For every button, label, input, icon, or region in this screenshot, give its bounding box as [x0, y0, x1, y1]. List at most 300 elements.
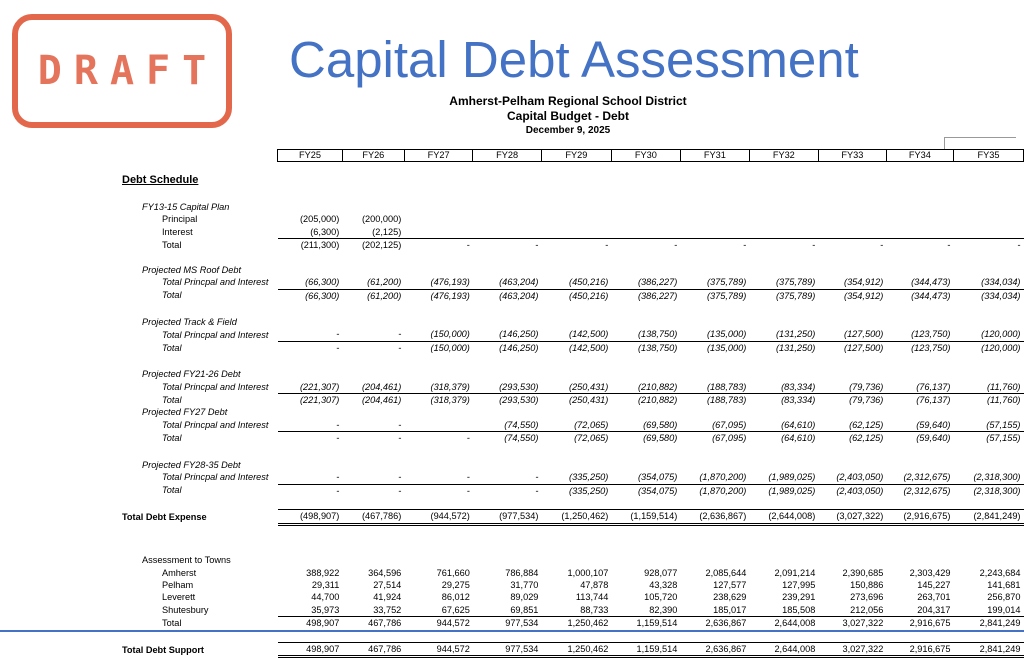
cell-value — [953, 201, 1023, 213]
cell-value: (142,500) — [541, 328, 611, 341]
cell-value — [541, 497, 611, 510]
cell-value: 498,907 — [306, 618, 340, 629]
cell-value — [404, 302, 473, 316]
cell-value — [278, 174, 343, 186]
cell-value — [611, 264, 680, 276]
cell-value: (2,916,675) — [886, 510, 953, 524]
cell-value — [749, 406, 818, 418]
cell-value: (135,000) — [706, 342, 747, 353]
cell-value — [342, 445, 404, 459]
cell-value — [886, 302, 953, 316]
cell-value: 2,644,008 — [749, 643, 818, 657]
table-row — [118, 162, 1024, 175]
cell-value — [818, 406, 886, 418]
cell-value: 185,017 — [680, 604, 749, 617]
cell-value — [473, 459, 542, 471]
cell-value — [342, 354, 404, 368]
cell-value: (463,204) — [473, 276, 542, 289]
cell-value — [342, 264, 404, 276]
cell-value — [886, 368, 953, 380]
cell-value: 185,508 — [749, 604, 818, 617]
report-date: December 9, 2025 — [525, 125, 611, 136]
cell-value — [953, 213, 1023, 225]
cell-value: (354,912) — [818, 276, 886, 289]
cell-value: 2,303,429 — [909, 567, 951, 578]
cell-value — [818, 187, 886, 201]
cell-value: 88,733 — [541, 604, 611, 617]
cell-value — [278, 187, 343, 201]
cell-value — [541, 174, 611, 186]
header-rule — [944, 137, 945, 149]
footer-rule — [0, 630, 1024, 632]
row-label: Projected FY28-35 Debt — [142, 459, 241, 470]
cell-value — [541, 201, 611, 213]
cell-value — [886, 226, 953, 239]
year-header: FY31 — [680, 150, 749, 162]
year-header: FY33 — [818, 150, 886, 162]
cell-value: (2,318,300) — [973, 485, 1021, 496]
cell-value — [473, 445, 542, 459]
cell-value: (204,461) — [342, 381, 404, 394]
cell-value: (318,379) — [404, 381, 473, 394]
cell-value — [404, 524, 473, 554]
cell-value: (67,095) — [712, 433, 747, 444]
cell-value: (76,137) — [886, 381, 953, 394]
cell-value: (1,989,025) — [749, 471, 818, 484]
cell-value — [886, 264, 953, 276]
cell-value — [473, 316, 542, 328]
row-label — [118, 445, 278, 459]
row-label: Leverett — [162, 592, 196, 603]
year-header-row — [118, 150, 1024, 162]
cell-value — [886, 497, 953, 510]
cell-value — [680, 302, 749, 316]
cell-value — [342, 459, 404, 471]
cell-value: 928,077 — [644, 567, 678, 578]
row-label: Total Princpal and Interest — [162, 420, 269, 431]
cell-value — [611, 445, 680, 459]
cell-value — [278, 406, 343, 418]
row-label — [118, 187, 278, 201]
cell-value: 2,390,685 — [842, 567, 884, 578]
cell-value — [404, 264, 473, 276]
cell-value — [278, 524, 343, 554]
group-heading — [118, 264, 1024, 276]
cell-value — [541, 302, 611, 316]
year-header: FY35 — [953, 150, 1023, 162]
cell-value — [749, 264, 818, 276]
row-label — [118, 524, 278, 554]
cell-value: 2,243,684 — [979, 567, 1021, 578]
cell-value — [886, 459, 953, 471]
cell-value: 35,973 — [278, 604, 343, 617]
cell-value: 127,577 — [713, 580, 747, 591]
cell-value: 1,159,514 — [611, 643, 680, 657]
row-label: Total — [162, 485, 182, 496]
cell-value: (62,125) — [849, 433, 884, 444]
cell-value — [473, 406, 542, 418]
cell-value — [404, 316, 473, 328]
cell-value: (59,640) — [886, 419, 953, 432]
cell-value — [473, 497, 542, 510]
table-row — [118, 445, 1024, 459]
cell-value: (1,870,200) — [699, 485, 747, 496]
cell-value — [611, 368, 680, 380]
cell-value: - — [336, 485, 340, 496]
cell-value: 1,000,107 — [567, 567, 609, 578]
cell-value — [404, 213, 473, 225]
cell-value — [611, 174, 680, 186]
cell-value — [818, 524, 886, 554]
cell-value — [886, 354, 953, 368]
table-row — [118, 213, 1024, 225]
cell-value: (138,750) — [638, 342, 678, 353]
cell-value: (72,065) — [574, 433, 609, 444]
cell-value — [541, 406, 611, 418]
cell-value — [680, 187, 749, 201]
year-header: FY32 — [749, 150, 818, 162]
cell-value: (335,250) — [541, 471, 611, 484]
cell-value — [342, 174, 404, 186]
cell-value: - — [278, 328, 343, 341]
cell-value — [749, 302, 818, 316]
cell-value: (221,307) — [278, 381, 343, 394]
cell-value: (210,882) — [611, 381, 680, 394]
cell-value — [749, 354, 818, 368]
cell-value — [749, 213, 818, 225]
cell-value: (2,644,008) — [749, 510, 818, 524]
cell-value: (83,334) — [749, 381, 818, 394]
cell-value — [611, 213, 680, 225]
cell-value — [541, 554, 611, 566]
cell-value — [541, 187, 611, 201]
cell-value: 238,629 — [713, 592, 747, 603]
cell-value: (2,841,249) — [953, 510, 1023, 524]
cell-value: 761,660 — [436, 567, 470, 578]
cell-value — [749, 316, 818, 328]
cell-value: (74,550) — [504, 433, 539, 444]
cell-value: (57,155) — [986, 433, 1021, 444]
cell-value — [278, 251, 343, 263]
cell-value — [342, 302, 404, 316]
row-label: Total — [162, 239, 182, 250]
cell-value — [278, 162, 343, 175]
cell-value: - — [605, 240, 609, 251]
cell-value: (977,534) — [473, 510, 542, 524]
cell-value — [953, 251, 1023, 263]
group-heading — [118, 459, 1024, 471]
cell-value: - — [398, 485, 402, 496]
cell-value — [611, 251, 680, 263]
cell-value — [342, 368, 404, 380]
cell-value: (131,250) — [749, 328, 818, 341]
cell-value — [886, 213, 953, 225]
town-row — [118, 604, 1024, 617]
cell-value: 2,091,214 — [774, 567, 816, 578]
cell-value — [953, 354, 1023, 368]
cell-value — [680, 524, 749, 554]
cell-value — [886, 554, 953, 566]
cell-value — [749, 524, 818, 554]
cell-value — [953, 459, 1023, 471]
cell-value — [473, 302, 542, 316]
cell-value: (66,300) — [305, 290, 340, 301]
cell-value: 43,328 — [649, 580, 678, 591]
cell-value — [541, 354, 611, 368]
row-label: Total — [162, 433, 182, 444]
row-label: Total — [162, 290, 182, 301]
cell-value — [818, 201, 886, 213]
cell-value: 2,841,249 — [979, 618, 1021, 629]
row-label: Projected FY21-26 Debt — [142, 369, 241, 380]
cell-value: 127,995 — [782, 580, 816, 591]
cell-value — [611, 459, 680, 471]
cell-value: (127,500) — [818, 328, 886, 341]
cell-value: (375,789) — [680, 276, 749, 289]
cell-value: 113,744 — [575, 592, 609, 603]
cell-value: (476,193) — [404, 276, 473, 289]
cell-value — [541, 316, 611, 328]
cell-value — [818, 459, 886, 471]
cell-value: (64,610) — [781, 433, 816, 444]
cell-value: (76,137) — [916, 395, 951, 406]
cell-value: 263,701 — [917, 592, 951, 603]
cell-value — [818, 226, 886, 239]
cell-value: (2,318,300) — [953, 471, 1023, 484]
year-header: FY30 — [611, 150, 680, 162]
cell-value: 2,085,644 — [705, 567, 747, 578]
cell-value: - — [342, 471, 404, 484]
cell-value — [611, 497, 680, 510]
cell-value: (250,431) — [541, 381, 611, 394]
cell-value: (210,882) — [638, 395, 678, 406]
town-row — [118, 567, 1024, 579]
cell-value: 1,250,462 — [567, 618, 609, 629]
year-header: FY28 — [473, 150, 542, 162]
cell-value: (1,989,025) — [768, 485, 816, 496]
cell-value: - — [278, 471, 343, 484]
cell-value: (74,550) — [473, 419, 542, 432]
cell-value: 944,572 — [436, 618, 470, 629]
cell-value: (204,461) — [361, 395, 402, 406]
cell-value — [541, 226, 611, 239]
cell-value: 2,644,008 — [774, 618, 816, 629]
cell-value — [680, 213, 749, 225]
cell-value: 41,924 — [373, 592, 402, 603]
cell-value — [953, 524, 1023, 554]
cell-value — [749, 554, 818, 566]
cell-value: (450,216) — [569, 290, 609, 301]
cell-value: (142,500) — [569, 342, 609, 353]
cell-value: 150,886 — [850, 580, 884, 591]
table-row — [118, 187, 1024, 201]
cell-value: (150,000) — [404, 328, 473, 341]
cell-value: (386,227) — [638, 290, 678, 301]
debt-table — [118, 149, 1024, 658]
cell-value — [611, 554, 680, 566]
cell-value — [404, 554, 473, 566]
cell-value: - — [880, 240, 884, 251]
cell-value: (344,473) — [911, 290, 951, 301]
cell-value — [680, 445, 749, 459]
total-support-row — [118, 643, 1024, 657]
cell-value — [404, 251, 473, 263]
table-row — [118, 432, 1024, 445]
cell-value: 69,851 — [473, 604, 542, 617]
cell-value: (476,193) — [430, 290, 470, 301]
cell-value — [473, 187, 542, 201]
cell-value: (146,250) — [499, 342, 539, 353]
cell-value: 2,916,675 — [909, 618, 951, 629]
cell-value: 204,317 — [886, 604, 953, 617]
cell-value: 977,534 — [505, 618, 539, 629]
cell-value: - — [1017, 240, 1021, 251]
cell-value: (1,159,514) — [611, 510, 680, 524]
cell-value — [473, 524, 542, 554]
cell-value — [953, 302, 1023, 316]
cell-value: (2,403,050) — [818, 471, 886, 484]
year-header: FY27 — [404, 150, 473, 162]
cell-value: (463,204) — [499, 290, 539, 301]
cell-value — [473, 201, 542, 213]
cell-value: 141,681 — [987, 580, 1021, 591]
cell-value — [886, 174, 953, 186]
cell-value — [473, 251, 542, 263]
cell-value — [749, 459, 818, 471]
group-heading — [118, 368, 1024, 380]
cell-value — [611, 524, 680, 554]
cell-value: 388,922 — [306, 567, 340, 578]
town-row — [118, 579, 1024, 591]
row-label — [118, 150, 278, 162]
cell-value — [342, 187, 404, 201]
cell-value — [886, 406, 953, 418]
cell-value — [611, 187, 680, 201]
cell-value — [818, 213, 886, 225]
cell-value — [473, 554, 542, 566]
cell-value: (64,610) — [749, 419, 818, 432]
cell-value: 239,291 — [782, 592, 816, 603]
cell-value: 786,884 — [505, 567, 539, 578]
cell-value — [749, 162, 818, 175]
row-label: Total Princpal and Interest — [162, 329, 269, 340]
cell-value: (62,125) — [818, 419, 886, 432]
cell-value: (386,227) — [611, 276, 680, 289]
cell-value — [342, 316, 404, 328]
cell-value: (2,125) — [342, 226, 404, 239]
cell-value: (375,789) — [749, 276, 818, 289]
report-subtitle: Capital Budget - Debt — [507, 109, 629, 123]
cell-value — [342, 406, 404, 418]
cell-value: - — [398, 342, 402, 353]
group-heading — [118, 201, 1024, 213]
cell-value: 29,275 — [441, 580, 470, 591]
table-row — [118, 524, 1024, 554]
cell-value: (69,580) — [643, 433, 678, 444]
row-label: Amherst — [162, 567, 197, 578]
cell-value — [541, 162, 611, 175]
cell-value — [818, 368, 886, 380]
cell-value: (146,250) — [473, 328, 542, 341]
cell-value — [818, 316, 886, 328]
cell-value: (944,572) — [404, 510, 473, 524]
cell-value: (69,580) — [611, 419, 680, 432]
cell-value — [541, 445, 611, 459]
cell-value — [749, 497, 818, 510]
cell-value: (72,065) — [541, 419, 611, 432]
row-label: Debt Schedule — [122, 174, 199, 187]
row-label — [118, 162, 278, 175]
cell-value: (11,760) — [986, 395, 1021, 406]
cell-value — [404, 187, 473, 201]
cell-value: (79,736) — [818, 381, 886, 394]
cell-value: (334,034) — [981, 290, 1021, 301]
cell-value: (335,250) — [569, 485, 609, 496]
row-label — [118, 302, 278, 316]
cell-value — [818, 302, 886, 316]
cell-value: (293,530) — [473, 381, 542, 394]
cell-value: 44,700 — [311, 592, 340, 603]
cell-value: (344,473) — [886, 276, 953, 289]
cell-value — [886, 187, 953, 201]
cell-value: (2,312,675) — [903, 485, 951, 496]
cell-value: 212,056 — [818, 604, 886, 617]
cell-value: - — [342, 328, 404, 341]
cell-value: - — [535, 240, 539, 251]
year-header: FY25 — [278, 150, 343, 162]
cell-value — [953, 162, 1023, 175]
table-row — [118, 617, 1024, 630]
cell-value — [278, 554, 343, 566]
cell-value — [953, 406, 1023, 418]
cell-value: 3,027,322 — [818, 643, 886, 657]
cell-value — [404, 162, 473, 175]
cell-value: (450,216) — [541, 276, 611, 289]
town-row — [118, 591, 1024, 603]
row-label: FY13-15 Capital Plan — [142, 201, 230, 212]
row-label: Total Princpal and Interest — [162, 381, 269, 392]
cell-value: 47,878 — [580, 580, 609, 591]
cell-value: (498,907) — [278, 510, 343, 524]
cell-value — [278, 459, 343, 471]
cell-value: (375,789) — [706, 290, 747, 301]
table-row — [118, 497, 1024, 510]
table-row — [118, 289, 1024, 302]
row-label: Interest — [162, 226, 193, 237]
row-label: Projected MS Roof Debt — [142, 264, 242, 275]
cell-value: 145,227 — [917, 580, 951, 591]
cell-value: 1,159,514 — [636, 618, 678, 629]
row-label: Assessment to Towns — [142, 555, 231, 566]
cell-value: (354,075) — [638, 485, 678, 496]
cell-value — [342, 201, 404, 213]
cell-value: (61,200) — [342, 276, 404, 289]
cell-value — [404, 368, 473, 380]
cell-value: - — [336, 433, 340, 444]
cell-value — [953, 316, 1023, 328]
cell-value — [404, 419, 473, 432]
cell-value — [680, 264, 749, 276]
cell-value — [818, 162, 886, 175]
cell-value: 977,534 — [473, 643, 542, 657]
cell-value — [749, 174, 818, 186]
cell-value — [541, 459, 611, 471]
cell-value: (138,750) — [611, 328, 680, 341]
row-label: Total — [162, 342, 182, 353]
cell-value — [404, 174, 473, 186]
cell-value: (150,000) — [430, 342, 470, 353]
cell-value — [953, 445, 1023, 459]
